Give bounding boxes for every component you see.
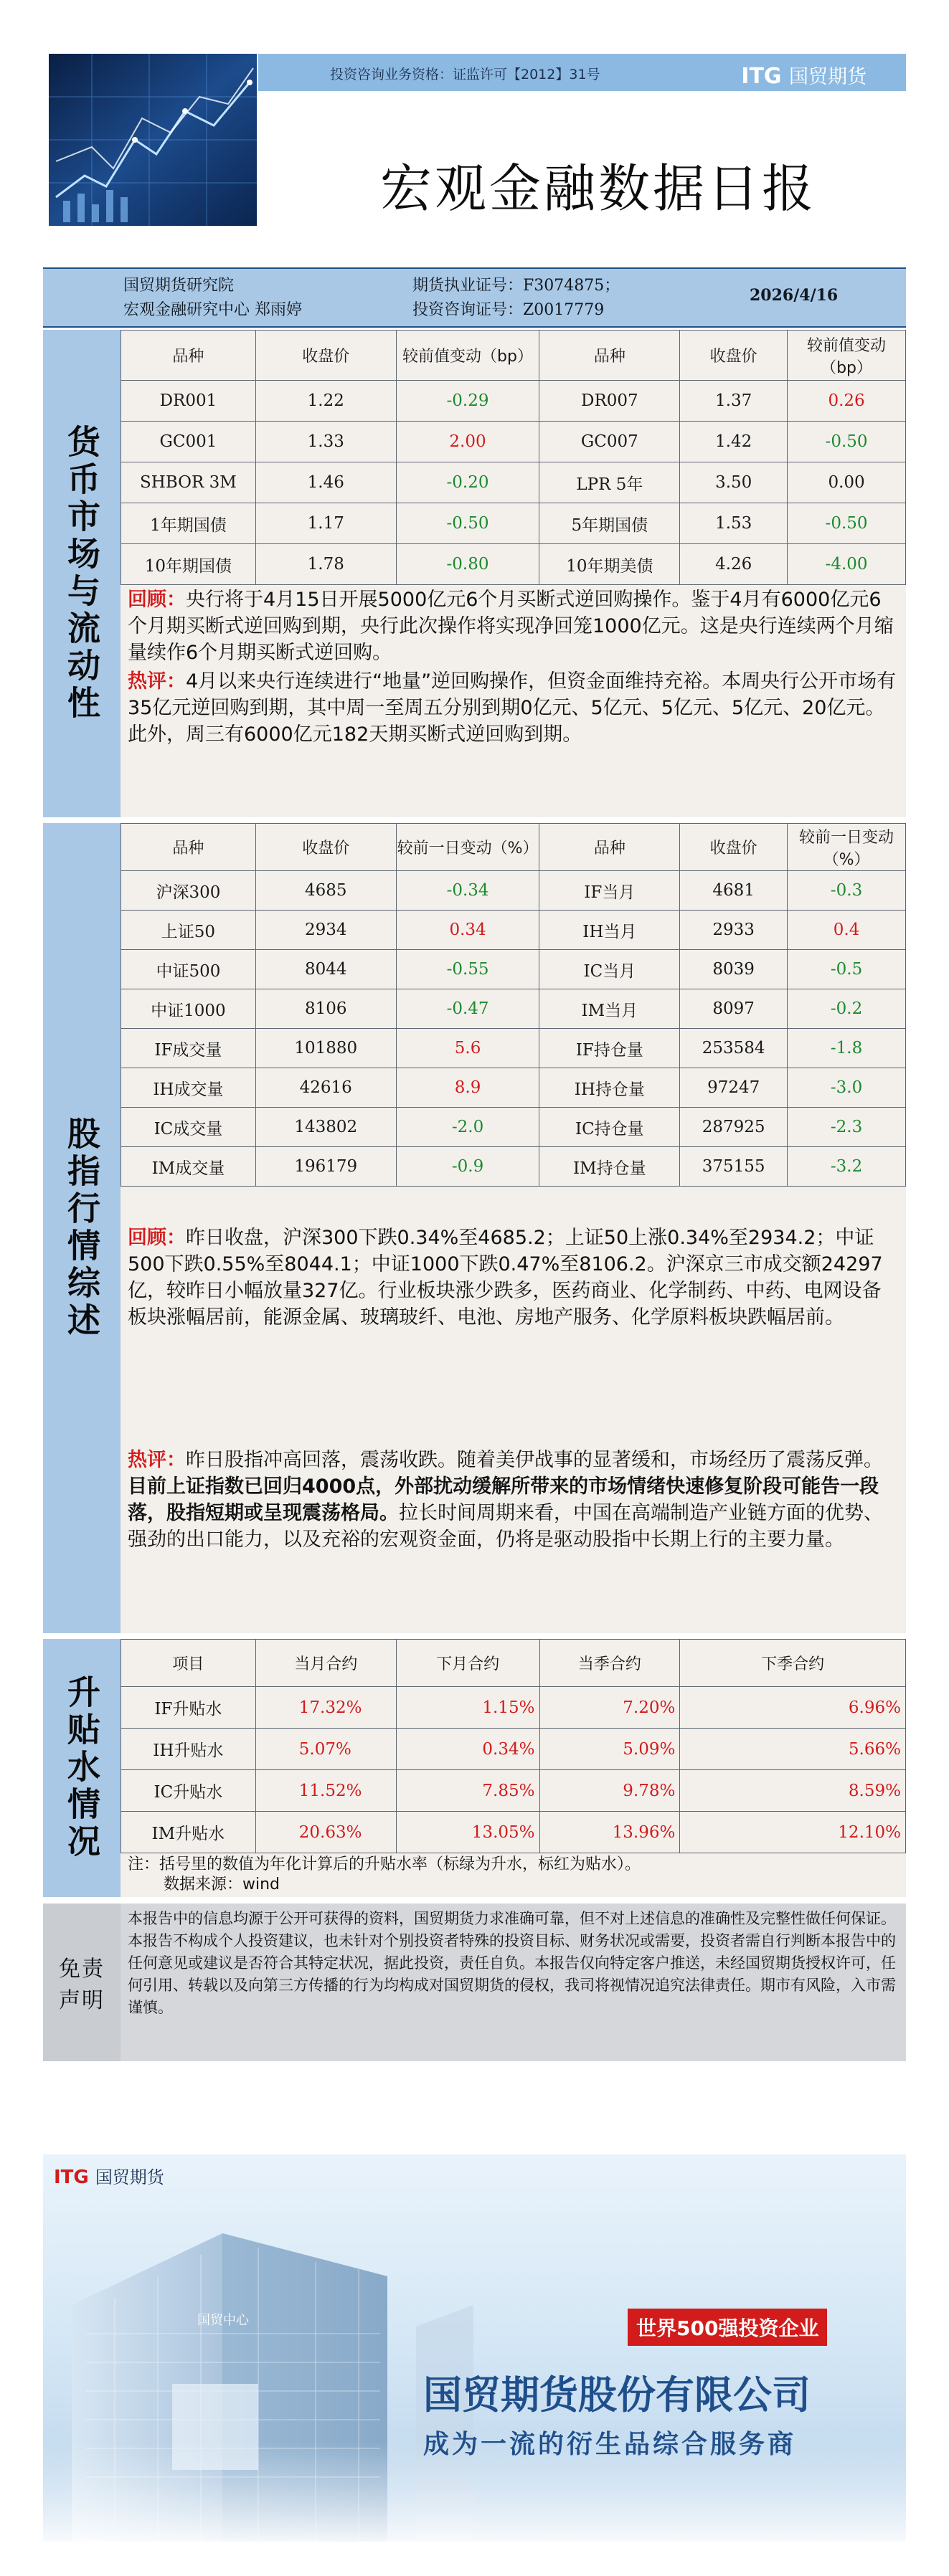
review-text: 昨日收盘，沪深300下跌0.34%至4685.2；上证50上涨0.34%至2934.2；中证500下跌0.55%至8044.1；中证1000下跌0.47%至8106.2。沪深京三市成交额24297亿，较昨日小幅放量327亿。行业板块涨少跌多，医药商业、化学制药、中药、电网设备板块涨幅居前，能源金属、玻璃玻纤、电池、房地产服务、化学原料板块跌幅居前。 xyxy=(128,1227,883,1329)
table-cell: 11.52% xyxy=(255,1770,396,1812)
col-header: 收盘价 xyxy=(255,331,396,381)
table-cell: 12.10% xyxy=(680,1812,906,1853)
table-cell: IC当月 xyxy=(539,950,680,989)
table-cell: 101880 xyxy=(255,1029,396,1068)
table-cell: 8039 xyxy=(680,950,788,989)
col-header: 较前值变动（bp） xyxy=(788,331,906,381)
table-cell: LPR 5年 xyxy=(539,462,680,503)
table-cell: 1.37 xyxy=(680,381,788,422)
table-cell: 13.05% xyxy=(396,1812,539,1853)
money-comment-paragraph xyxy=(128,668,900,748)
table-row xyxy=(121,1770,906,1812)
table-cell: IC持仓量 xyxy=(539,1108,680,1147)
money-market-table xyxy=(121,330,906,585)
table-cell: -0.50 xyxy=(788,503,906,544)
disclaimer-body xyxy=(121,1904,906,2061)
money-table-header xyxy=(121,331,906,381)
basis-section xyxy=(43,1639,906,1897)
col-header: 较前一日变动（%） xyxy=(788,824,906,871)
table-cell: -1.8 xyxy=(788,1029,906,1068)
table-cell: -3.2 xyxy=(788,1147,906,1187)
table-cell: 4681 xyxy=(680,871,788,911)
table-cell: IC成交量 xyxy=(121,1108,256,1147)
table-cell: 17.32% xyxy=(255,1687,396,1729)
fortune-500-badge: 世界500强投资企业 xyxy=(628,2309,827,2346)
table-cell: -2.3 xyxy=(788,1108,906,1147)
col-header: 较前一日变动（%） xyxy=(396,824,539,871)
table-cell: 8097 xyxy=(680,989,788,1029)
table-cell: 196179 xyxy=(255,1147,396,1187)
table-cell: 1.78 xyxy=(255,544,396,585)
table-cell: IH成交量 xyxy=(121,1068,256,1108)
col-header: 收盘价 xyxy=(680,824,788,871)
table-row xyxy=(121,1812,906,1853)
disclaimer-label-text: 免责声明 xyxy=(59,1957,105,2013)
col-header: 当季合约 xyxy=(539,1640,680,1687)
comment-tag: 热评： xyxy=(128,1449,186,1471)
basis-note: 注：括号里的数值为年化计算后的升贴水率（标绿为升水，标红为贴水）。 xyxy=(128,1855,641,1873)
col-header: 较前值变动（bp） xyxy=(396,331,539,381)
review-tag: 回顾： xyxy=(128,589,186,611)
table-cell: 97247 xyxy=(680,1068,788,1108)
table-cell: IH当月 xyxy=(539,911,680,950)
table-cell: 沪深300 xyxy=(121,871,256,911)
comment-tag: 热评： xyxy=(128,670,186,693)
table-cell: -0.3 xyxy=(788,871,906,911)
building-sign: 国贸中心 xyxy=(197,2313,249,2328)
table-cell: SHBOR 3M xyxy=(121,462,256,503)
table-row xyxy=(121,871,906,911)
table-cell: 2.00 xyxy=(396,422,539,462)
table-cell: 8.59% xyxy=(680,1770,906,1812)
table-cell: -0.50 xyxy=(788,422,906,462)
review-text: 央行将于4月15日开展5000亿元6个月买断式逆回购操作。鉴于4月有6000亿元6个月期买断式逆回购到期，央行此次操作将实现净回笼1000亿元。这是央行连续两个月缩量续作6个月期买断式逆回购。 xyxy=(128,589,894,664)
money-market-label xyxy=(43,330,121,817)
disclaimer-text: 本报告中的信息均源于公开可获得的资料，国贸期货力求准确可靠，但不对上述信息的准确性及完整性做任何保证。本报告不构成个人投资建议，也未针对个别投资者特殊的投资目标、财务状况或需要，投资者需自行判断本报告中的任何意见或建议是否符合其特定状况，据此投资，责任自负。本报告仅向特定客户推送，未经国贸期货授权许可，任何引用、转载以及向第三方传播的行为均构成对国贸期货的侵权，我司将视情况追究法律责任。期市有风险，入市需谨慎。 xyxy=(128,1910,896,2016)
licence-text: 投资咨询业务资格：证监许可【2012】31号 xyxy=(330,67,600,82)
institute-name: 国贸期货研究院 xyxy=(123,277,235,295)
report-title: 宏观金融数据日报 xyxy=(380,158,817,219)
advisory-cert: 投资咨询证号：Z0017779 xyxy=(412,301,605,319)
equity-index-section xyxy=(43,823,906,1633)
equity-table-header xyxy=(121,824,906,871)
data-source: 数据来源：wind xyxy=(164,1876,280,1893)
table-cell: 9.78% xyxy=(539,1770,680,1812)
table-cell: IF持仓量 xyxy=(539,1029,680,1068)
company-banner xyxy=(43,2154,906,2542)
company-slogan: 成为一流的衍生品综合服务商 xyxy=(423,2430,797,2459)
col-header: 当月合约 xyxy=(255,1640,396,1687)
table-cell: 1.46 xyxy=(255,462,396,503)
table-row xyxy=(121,1147,906,1187)
table-row xyxy=(121,989,906,1029)
basis-label-text: 升贴水情况 xyxy=(62,1675,101,1861)
table-cell: 8106 xyxy=(255,989,396,1029)
equity-index-label-text: 股指行情综述 xyxy=(62,1116,101,1340)
logo-itg-text: ITG xyxy=(741,64,782,89)
table-row xyxy=(121,462,906,503)
disclaimer-label xyxy=(43,1904,121,2061)
table-cell: -0.80 xyxy=(396,544,539,585)
table-row xyxy=(121,1029,906,1068)
table-cell: 6.96% xyxy=(680,1687,906,1729)
table-cell: -0.55 xyxy=(396,950,539,989)
equity-index-label xyxy=(43,823,121,1633)
table-cell: 10年期国债 xyxy=(121,544,256,585)
table-cell: IH升贴水 xyxy=(121,1729,256,1770)
table-cell: DR001 xyxy=(121,381,256,422)
table-cell: 375155 xyxy=(680,1147,788,1187)
table-cell: -2.0 xyxy=(396,1108,539,1147)
table-cell: 8044 xyxy=(255,950,396,989)
table-cell: IF成交量 xyxy=(121,1029,256,1068)
table-cell: 中证500 xyxy=(121,950,256,989)
table-cell: 7.85% xyxy=(396,1770,539,1812)
col-header: 收盘价 xyxy=(680,331,788,381)
comment-bold-text: 目前上证指数已回归4000点，外部扰动缓解所带来的市场情绪快速修复阶段可能告一段落，股指短期或呈现震荡格局。 xyxy=(128,1475,879,1524)
table-cell: 1.17 xyxy=(255,503,396,544)
comment-text: 4月以来央行连续进行“地量”逆回购操作，但资金面维持充裕。本周央行公开市场有35亿元逆回购到期，其中周一至周五分别到期0亿元、5亿元、5亿元、5亿元、20亿元。此外，周三有6000亿元182天期买断式逆回购到期。 xyxy=(128,670,897,746)
table-cell: -4.00 xyxy=(788,544,906,585)
table-cell: 0.4 xyxy=(788,911,906,950)
equity-review-paragraph xyxy=(128,1225,900,1331)
table-row xyxy=(121,1068,906,1108)
basis-label xyxy=(43,1639,121,1897)
table-cell: IC升贴水 xyxy=(121,1770,256,1812)
table-cell: 13.96% xyxy=(539,1812,680,1853)
table-cell: -0.29 xyxy=(396,381,539,422)
table-cell: 42616 xyxy=(255,1068,396,1108)
money-market-body xyxy=(121,330,906,817)
table-cell: 143802 xyxy=(255,1108,396,1147)
table-cell: IM持仓量 xyxy=(539,1147,680,1187)
table-cell: GC001 xyxy=(121,422,256,462)
table-cell: -0.20 xyxy=(396,462,539,503)
header-finance-image xyxy=(49,54,257,226)
table-row xyxy=(121,950,906,989)
table-cell: IF当月 xyxy=(539,871,680,911)
col-header: 下季合约 xyxy=(680,1640,906,1687)
table-cell: 5.6 xyxy=(396,1029,539,1068)
itg-logo xyxy=(741,61,867,89)
company-name: 国贸期货股份有限公司 xyxy=(423,2372,811,2418)
table-cell: 4685 xyxy=(255,871,396,911)
money-review-paragraph xyxy=(128,586,900,666)
table-cell: 0.34% xyxy=(396,1729,539,1770)
report-date: 2026/4/16 xyxy=(750,286,839,305)
banner-logo-itg: ITG xyxy=(54,2167,89,2188)
table-cell: 4.26 xyxy=(680,544,788,585)
table-cell: 8.9 xyxy=(396,1068,539,1108)
col-header: 项目 xyxy=(121,1640,256,1687)
col-header: 收盘价 xyxy=(255,824,396,871)
comment-text: 昨日股指冲高回落，震荡收跌。随着美伊战事的显著缓和，市场经历了震荡反弹。 xyxy=(186,1449,883,1471)
table-cell: 2933 xyxy=(680,911,788,950)
comment-text-tail: 拉长时间周期来看，中国在高端制造产业链方面的优势、强劲的出口能力，以及充裕的宏观资金面，仍将是驱动股指中长期上行的主要力量。 xyxy=(128,1502,883,1551)
report-header xyxy=(43,39,906,262)
table-cell: 5.66% xyxy=(680,1729,906,1770)
col-header: 品种 xyxy=(539,331,680,381)
table-row xyxy=(121,1729,906,1770)
basis-body xyxy=(121,1639,906,1897)
table-cell: -3.0 xyxy=(788,1068,906,1108)
building-graphic xyxy=(43,2154,906,2542)
table-cell: GC007 xyxy=(539,422,680,462)
table-cell: 0.34 xyxy=(396,911,539,950)
table-cell: -0.47 xyxy=(396,989,539,1029)
disclaimer-section xyxy=(43,1904,906,2061)
col-header: 品种 xyxy=(539,824,680,871)
table-cell: 5.09% xyxy=(539,1729,680,1770)
table-cell: 10年期美债 xyxy=(539,544,680,585)
table-cell: 0.26 xyxy=(788,381,906,422)
author-info-strip xyxy=(43,267,906,328)
center-author: 宏观金融研究中心 郑雨婷 xyxy=(123,301,302,319)
table-cell: IM升贴水 xyxy=(121,1812,256,1853)
table-row xyxy=(121,422,906,462)
basis-table-header xyxy=(121,1640,906,1687)
practice-cert: 期货执业证号：F3074875； xyxy=(412,277,620,295)
money-market-section xyxy=(43,330,906,817)
table-cell: -0.2 xyxy=(788,989,906,1029)
table-cell: 7.20% xyxy=(539,1687,680,1729)
table-cell: IM当月 xyxy=(539,989,680,1029)
equity-index-table xyxy=(121,823,906,1187)
basis-table xyxy=(121,1639,906,1853)
table-cell: -0.9 xyxy=(396,1147,539,1187)
table-cell: 1.53 xyxy=(680,503,788,544)
table-cell: -0.50 xyxy=(396,503,539,544)
table-cell: 上证50 xyxy=(121,911,256,950)
table-cell: 1.33 xyxy=(255,422,396,462)
table-row xyxy=(121,381,906,422)
table-cell: 3.50 xyxy=(680,462,788,503)
table-cell: 中证1000 xyxy=(121,989,256,1029)
table-cell: DR007 xyxy=(539,381,680,422)
table-cell: IH持仓量 xyxy=(539,1068,680,1108)
table-row xyxy=(121,1687,906,1729)
table-cell: 20.63% xyxy=(255,1812,396,1853)
equity-comment-paragraph xyxy=(128,1447,900,1553)
table-cell: 1年期国债 xyxy=(121,503,256,544)
table-cell: 1.15% xyxy=(396,1687,539,1729)
table-row xyxy=(121,544,906,585)
money-market-label-text: 货币市场与流动性 xyxy=(62,424,101,723)
table-cell: IF升贴水 xyxy=(121,1687,256,1729)
banner-logo xyxy=(54,2163,164,2188)
table-cell: 5.07% xyxy=(255,1729,396,1770)
table-cell: 1.42 xyxy=(680,422,788,462)
table-cell: 0.00 xyxy=(788,462,906,503)
table-row xyxy=(121,503,906,544)
logo-name-text: 国贸期货 xyxy=(789,66,867,88)
header-chart-graphic xyxy=(49,54,257,226)
banner-logo-name: 国贸期货 xyxy=(95,2167,164,2187)
review-tag: 回顾： xyxy=(128,1227,186,1249)
col-header: 下月合约 xyxy=(396,1640,539,1687)
report-page xyxy=(43,39,906,2542)
col-header: 品种 xyxy=(121,331,256,381)
table-cell: -0.34 xyxy=(396,871,539,911)
table-cell: 2934 xyxy=(255,911,396,950)
table-row xyxy=(121,1108,906,1147)
table-cell: 287925 xyxy=(680,1108,788,1147)
table-cell: -0.5 xyxy=(788,950,906,989)
table-cell: 253584 xyxy=(680,1029,788,1068)
table-row xyxy=(121,911,906,950)
table-cell: 5年期国债 xyxy=(539,503,680,544)
equity-index-body xyxy=(121,823,906,1633)
table-cell: IM成交量 xyxy=(121,1147,256,1187)
col-header: 品种 xyxy=(121,824,256,871)
table-cell: 1.22 xyxy=(255,381,396,422)
